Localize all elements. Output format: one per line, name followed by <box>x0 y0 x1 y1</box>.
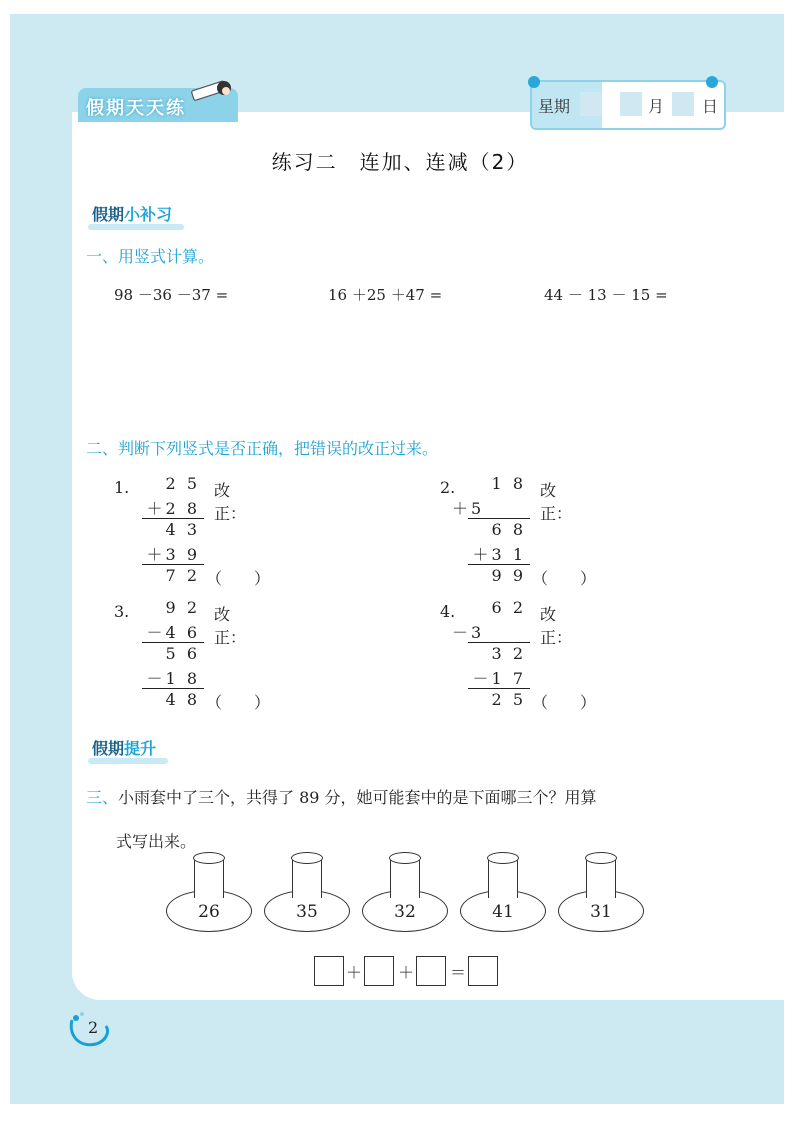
final-result: 9 9 <box>491 566 526 585</box>
date-week-label: 星期 <box>538 97 571 116</box>
final-result: 7 2 <box>165 566 200 585</box>
q1-expression-3: 44 － 13 － 15 = <box>544 286 668 304</box>
question-1-heading: 一、用竖式计算。 <box>86 247 215 266</box>
question-3-text-2: 分，她可能套中的是下面哪三个？用算 <box>319 788 597 807</box>
vase-rim <box>389 852 421 864</box>
fix-label: 改正： <box>214 605 247 647</box>
vase-number: 41 <box>492 902 514 922</box>
judge-paren[interactable]: （ ） <box>532 693 597 712</box>
rule-line <box>468 688 530 689</box>
answer-box-3[interactable] <box>416 956 446 986</box>
rule-line <box>142 564 204 565</box>
question-3-text <box>86 776 706 864</box>
plus-sign: ＋ <box>398 963 415 982</box>
page-number: 2 <box>88 1018 99 1037</box>
vase-neck <box>586 860 616 898</box>
intermediate-result: 5 6 <box>165 644 200 663</box>
question-3-text-3: 式写出来。 <box>116 832 197 851</box>
badge-underline <box>88 758 168 764</box>
minuend-top: 6 2 <box>491 598 526 617</box>
vase-41[interactable] <box>460 856 546 936</box>
item-number: 1. <box>114 478 130 497</box>
question-3-score: 89 <box>299 788 320 807</box>
rule-line <box>468 518 530 519</box>
vase-35[interactable] <box>264 856 350 936</box>
section-advance-badge <box>92 736 156 759</box>
operand-1: －4 6 <box>146 623 200 642</box>
vase-rim <box>193 852 225 864</box>
vase-neck <box>488 860 518 898</box>
date-day-label: 日 <box>702 97 719 116</box>
question-3-label: 三、 <box>86 788 119 807</box>
answer-box-sum[interactable] <box>468 956 498 986</box>
item-number: 2. <box>440 478 456 497</box>
section-advance-a: 假期 <box>92 739 125 758</box>
minuend-top: 9 2 <box>165 598 200 617</box>
q1-expression-1: 98 －36 －37 = <box>114 286 229 304</box>
answer-box-1[interactable] <box>314 956 344 986</box>
date-month-label: 月 <box>648 97 665 116</box>
rule-line <box>468 642 530 643</box>
reading-kid-icon <box>188 76 238 106</box>
fix-label: 改正： <box>214 481 247 523</box>
question-2-heading: 二、判断下列竖式是否正确，把错误的改正过来。 <box>86 439 439 458</box>
rule-line <box>142 518 204 519</box>
section-review-b: 小补习 <box>124 205 173 224</box>
exercise-title: 练习二 连加、连减（2） <box>271 150 529 174</box>
intermediate-result: 3 2 <box>491 644 526 663</box>
operand-1: ＋2 8 <box>146 499 200 518</box>
rule-line <box>142 688 204 689</box>
badge-underline <box>88 224 184 230</box>
vase-number: 35 <box>296 902 318 922</box>
addend-top: 1 8 <box>491 474 526 493</box>
final-result: 4 8 <box>165 690 200 709</box>
vase-number: 32 <box>394 902 416 922</box>
equals-sign: ＝ <box>450 963 467 982</box>
section-advance-b: 提升 <box>124 739 157 758</box>
vase-rim <box>585 852 617 864</box>
header-badge-title: 假期天天练 <box>86 98 186 119</box>
vase-neck <box>390 860 420 898</box>
operand-2: －1 8 <box>146 669 200 688</box>
judge-paren[interactable]: （ ） <box>206 569 271 588</box>
section-review-a: 假期 <box>92 205 125 224</box>
vase-26[interactable] <box>166 856 252 936</box>
vase-rim <box>487 852 519 864</box>
operand-2: ＋3 1 <box>472 545 526 564</box>
rule-line <box>468 564 530 565</box>
item-number: 4. <box>440 602 456 621</box>
vase-31[interactable] <box>558 856 644 936</box>
fix-label: 改正： <box>540 481 573 523</box>
vase-number: 31 <box>590 902 612 922</box>
date-week-blank[interactable] <box>580 92 602 116</box>
vase-neck <box>292 860 322 898</box>
question-3-text-1: 小雨套中了三个，共得了 <box>118 788 300 807</box>
date-month-blank[interactable] <box>620 92 642 116</box>
section-review-badge <box>92 202 172 225</box>
plus-sign: ＋ <box>346 963 363 982</box>
vase-neck <box>194 860 224 898</box>
date-box <box>530 80 726 130</box>
pin-icon <box>706 76 718 88</box>
q1-expression-2: 16 ＋25 ＋47 = <box>328 286 443 304</box>
judge-paren[interactable]: （ ） <box>206 693 271 712</box>
pin-icon <box>528 76 540 88</box>
judge-paren[interactable]: （ ） <box>532 569 597 588</box>
operand-2: －1 7 <box>472 669 526 688</box>
intermediate-result: 4 3 <box>165 520 200 539</box>
intermediate-result: 6 8 <box>491 520 526 539</box>
rule-line <box>142 642 204 643</box>
final-result: 2 5 <box>491 690 526 709</box>
vase-32[interactable] <box>362 856 448 936</box>
operand-1: ＋5 <box>452 499 485 518</box>
answer-box-2[interactable] <box>364 956 394 986</box>
operand-1: －3 <box>452 623 485 642</box>
date-day-blank[interactable] <box>672 92 694 116</box>
addend-top: 2 5 <box>165 474 200 493</box>
vase-number: 26 <box>198 902 220 922</box>
operand-2: ＋3 9 <box>146 545 200 564</box>
vase-rim <box>291 852 323 864</box>
fix-label: 改正： <box>540 605 573 647</box>
item-number: 3. <box>114 602 130 621</box>
